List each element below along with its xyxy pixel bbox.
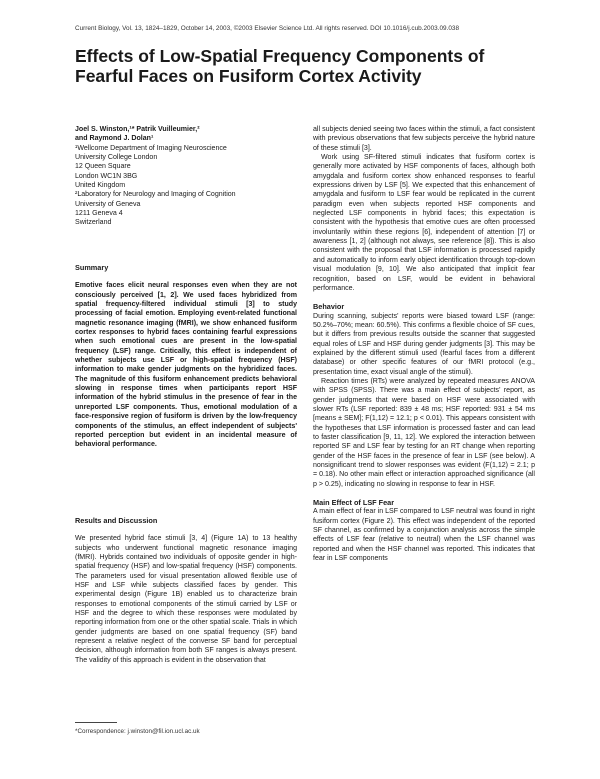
affiliation-line: University of Geneva <box>75 200 141 208</box>
author-names-line1: Joel S. Winston,¹* Patrik Vuilleumier,² <box>75 126 200 133</box>
results-heading: Results and Discussion <box>75 516 158 525</box>
affiliation-line: Switzerland <box>75 219 112 227</box>
intro-paragraph-continued: all subjects denied seeing two faces within the stimuli, a fact consistent with previous observations that few subjects perceive the hybrid nature of these stimuli [3]. <box>313 126 535 152</box>
results-section <box>75 516 297 665</box>
affiliation-line: University College London <box>75 154 158 162</box>
right-column <box>313 125 535 563</box>
intro-paragraph: Work using SF-filtered stimuli indicates that fusiform cortex is generally more activated by HSF components of faces, although both amygdala and fusiform cortex show enhanced responses to fearful expressions driven by LSF [5]. We expected that this enhancement of amygdala and fusiform to LSF fear would be replicated in the current paradigm even when subjects reported HSF components and neglected LSF components in hybrid faces; this expectation is consistent with the hypothesis that emotive cues are often processed involuntarily within these regions [6], independent of attention [7] or awareness [1, 2] (although not always, see reference [8]). This is also consistent with the proposal that LSF information is processed rapidly and automatically to inform early object identification through top-down visual modulation [9, 10]. We also anticipated that implicit fear recognition, based on LSF, would be evident in behavioral performance. <box>313 154 535 292</box>
main-effect-paragraph: A main effect of fear in LSF compared to LSF neutral was found in right fusiform cortex (Figure 2). This effect was independent of the reported SF channel, as confirmed by a conjunction analysis across the simple effects of LSF fear (relative to neutral) when the LSF channel was reported and when the HSF channel was reported. This indicates that fear in LSF components <box>313 508 535 563</box>
affiliation-line: ¹Wellcome Department of Imaging Neuroscience <box>75 144 227 152</box>
affiliation-line: United Kingdom <box>75 182 126 190</box>
author-names-line2: and Raymond J. Dolan¹ <box>75 135 154 143</box>
behavior-paragraph: During scanning, subjects' reports were biased toward LSF (range: 50.2%–70%; mean: 60.5%). This confirms a flexible choice of SF cues, but it differs from previous results outside the scanner that suggested equal roles of LSF and HSF during gender judgments [3]. This may be explained by the different stimuli used (fearful faces from a different database) or other specific features of our fMRI protocol (e.g., presentation time, exact visual angle of the stimuli). <box>313 312 535 376</box>
summary-section <box>75 263 297 450</box>
summary-text: Emotive faces elicit neural responses even when they are not consciously perceived [1, 2]. We used faces hybridized from spatial frequency-filtered individual stimuli [3] to study processing of facial emotion. Employing event-related functional magnetic resonance imaging (fMRI), we show enhanced fusiform cortex responses to hybrid faces containing fearful expressions when such emotional cues are present in the low-spatial frequency (LSF) range. Critically, this effect is independent of whether subjects use LSF or high-spatial frequency (HSF) information to make gender judgments on the hybridized faces. The magnitude of this fusiform enhancement predicts behavioral slowing in response times when participants report HSF information of the hybrid stimulus in the presence of fear in the unreported LSF components. Thus, emotional modulation of a face-responsive region of fusiform is driven by the low-frequency components of the stimulus, an effect independent of subjects' reported perception but evident in an incidental measure of behavioral performance. <box>75 282 297 449</box>
reaction-times-paragraph: Reaction times (RTs) were analyzed by repeated measures ANOVA with SPSS (SPSS). There was a main effect of subjects' report, as gender judgments that were based on HSF were associated with slower RTs (LSF reported: 839 ± 48 ms; HSF reported: 931 ± 54 ms [means ± SEM]; F(1,12) = 12.1; p < 0.01). This appears consistent with the hypotheses that LSF information is processed faster and can lead to faster classification [9, 11, 12]. We explored the interaction between reported SF and LSF fear by testing for an RT change when reporting gender of the HSF faces in the presence of fear in LSF (see below). A nonsignificant trend to slower responses was evident (F(1,12) = 2.1; p = 0.18). No other main effect or interaction approached significance (all p > 0.25), indicating no slowing in response to fear in HSF. <box>313 377 535 488</box>
journal-header: Current Biology, Vol. 13, 1824–1829, October 14, 2003, ©2003 Elsevier Science Ltd. All rights reserved. DOI 10.1016/j.cub.2003.09.038 <box>75 25 460 32</box>
affiliation-line: ²Laboratory for Neurology and Imaging of Cognition <box>75 191 236 199</box>
affiliation-line: London WC1N 3BG <box>75 172 138 180</box>
correspondence-footnote: *Correspondence: j.winston@fil.ion.ucl.ac.uk <box>75 728 200 735</box>
results-text: We presented hybrid face stimuli [3, 4] (Figure 1A) to 13 healthy subjects who underwent functional magnetic resonance imaging (fMRI). Hybrids contained two individuals of opposite gender in high-spatial frequency (HSF) and low-spatial frequency (HSF) components. The parameters used for visual presentation allowed flexible use of HSF and LSF while subjects classified faces by gender. This experimental design (Figure 1B) enabled us to characterize brain responses to emotional components of the stimuli carried by LSF or HSF and the degree to which these responses were modulated by reporting information from one or the other spatial scale. Trials in which gender judgments are based on one spatial frequency (SF) band represent a relative neglect of the converse SF band for perceptual decision, although information from both SF ranges is always present. The validity of this approach is evident in the observation that <box>75 535 297 664</box>
author-block <box>75 125 297 228</box>
footnote-divider <box>75 722 117 723</box>
main-effect-heading: Main Effect of LSF Fear <box>313 498 395 508</box>
behavior-heading: Behavior <box>313 302 345 312</box>
affiliation-line: 1211 Geneva 4 <box>75 210 123 218</box>
paper-title: Effects of Low-Spatial Frequency Components of Fearful Faces on Fusiform Cortex Activity <box>75 46 485 86</box>
summary-heading: Summary <box>75 263 109 272</box>
affiliation-line: 12 Queen Square <box>75 163 131 171</box>
